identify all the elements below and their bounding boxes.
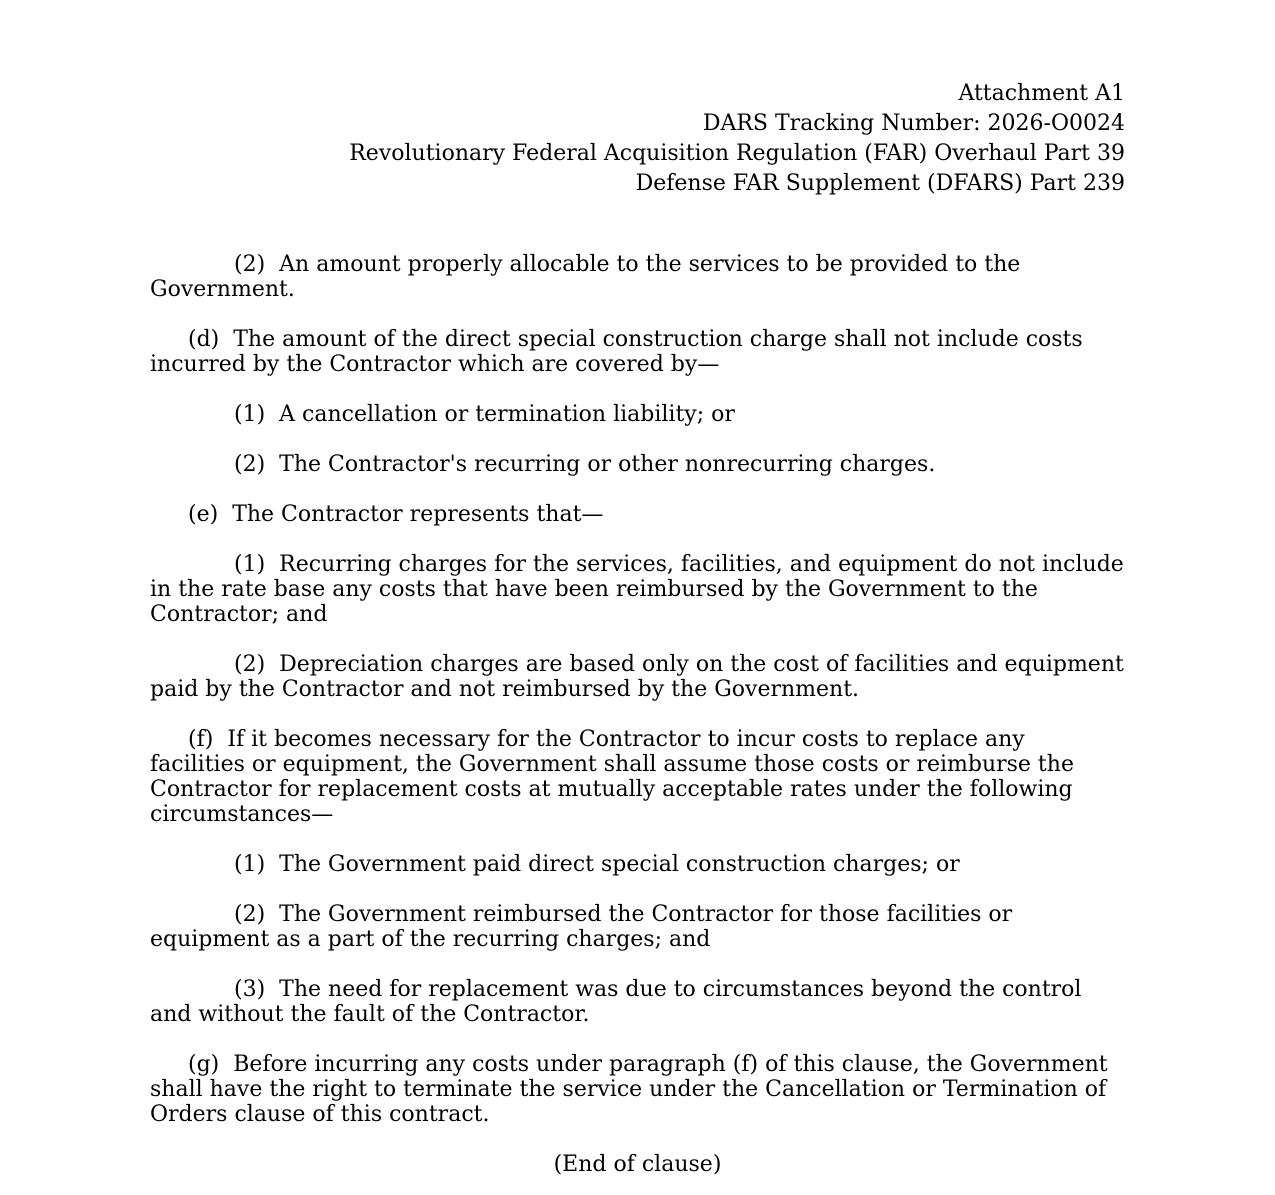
clause-body bbox=[150, 252, 1125, 1177]
attachment-label: Attachment A1 bbox=[958, 81, 1125, 106]
paragraph-label: (d) bbox=[188, 327, 220, 352]
dfars-part-title: Defense FAR Supplement (DFARS) Part 239 bbox=[635, 171, 1125, 196]
paragraph-f-3 bbox=[150, 977, 1125, 1027]
paragraph-text: If it becomes necessary for the Contractor to incur costs to replace any facilities or equipment, the Government shall assume those costs or reimburse the Contractor for replacement costs at mutually acceptable rates under the following circumstances— bbox=[150, 727, 1074, 827]
paragraph-text: The amount of the direct special construction charge shall not include costs incurred by the Contractor which are covered by— bbox=[150, 327, 1083, 377]
paragraph-d-1 bbox=[150, 402, 1125, 427]
paragraph-text: The need for replacement was due to circumstances beyond the control and without the fault of the Contractor. bbox=[150, 977, 1082, 1027]
paragraph-f bbox=[150, 727, 1125, 827]
paragraph-label: (2) bbox=[234, 902, 266, 927]
paragraph-f-1 bbox=[150, 852, 1125, 877]
paragraph-text: The Contractor's recurring or other nonrecurring charges. bbox=[279, 452, 936, 477]
paragraph-d-2 bbox=[150, 452, 1125, 477]
paragraph-text: The Government reimbursed the Contractor for those facilities or equipment as a part of the recurring charges; and bbox=[150, 902, 1013, 952]
paragraph-e-2 bbox=[150, 652, 1125, 702]
far-part-title: Revolutionary Federal Acquisition Regulation (FAR) Overhaul Part 39 bbox=[349, 141, 1125, 166]
paragraph-e-1 bbox=[150, 552, 1125, 627]
paragraph-label: (f) bbox=[188, 727, 214, 752]
paragraph-label: (1) bbox=[234, 552, 266, 577]
tracking-number: DARS Tracking Number: 2026-O0024 bbox=[702, 111, 1125, 136]
paragraph-text: A cancellation or termination liability; or bbox=[279, 402, 735, 427]
paragraph-label: (2) bbox=[234, 652, 266, 677]
paragraph-text: The Contractor represents that— bbox=[232, 502, 604, 527]
paragraph-label: (2) bbox=[234, 452, 266, 477]
paragraph-text: The Government paid direct special construction charges; or bbox=[279, 852, 960, 877]
paragraph-text: Before incurring any costs under paragraph (f) of this clause, the Government shall have the right to terminate the service under the Cancellation or Termination of Orders clause of this contract. bbox=[150, 1052, 1108, 1127]
paragraph-f-2 bbox=[150, 902, 1125, 952]
end-of-clause: (End of clause) bbox=[553, 1152, 722, 1177]
paragraph-text: Depreciation charges are based only on the cost of facilities and equipment paid by the Contractor and not reimbursed by the Government. bbox=[150, 652, 1124, 702]
paragraph-g bbox=[150, 1052, 1125, 1127]
paragraph-label: (3) bbox=[234, 977, 266, 1002]
paragraph-label: (g) bbox=[188, 1052, 220, 1077]
paragraph-text: An amount properly allocable to the services to be provided to the Government. bbox=[150, 252, 1021, 302]
paragraph-label: (1) bbox=[234, 852, 266, 877]
paragraph-label: (2) bbox=[234, 252, 266, 277]
paragraph-c-2 bbox=[150, 252, 1125, 302]
attachment-header bbox=[349, 79, 1125, 199]
paragraph-text: Recurring charges for the services, facilities, and equipment do not include in the rate base any costs that have been reimbursed by the Government to the Contractor; and bbox=[150, 552, 1124, 627]
paragraph-label: (e) bbox=[188, 502, 219, 527]
paragraph-label: (1) bbox=[234, 402, 266, 427]
paragraph-d bbox=[150, 327, 1125, 377]
paragraph-e bbox=[150, 502, 1125, 527]
